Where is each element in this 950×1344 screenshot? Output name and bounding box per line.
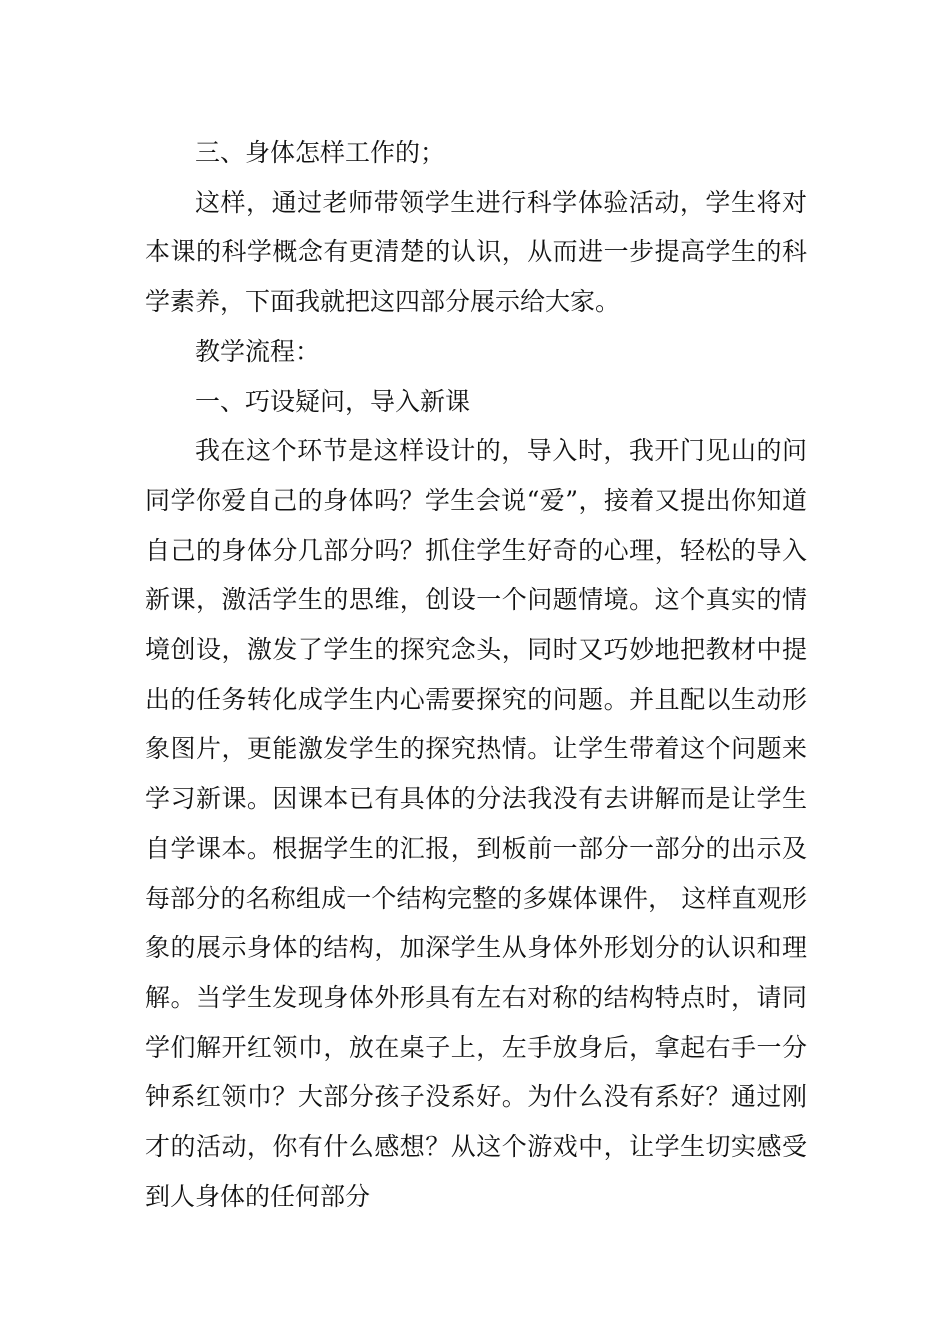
section-heading-teaching-process: 教学流程： [195,336,321,366]
section-heading-body-work: 三、身体怎样工作的； [195,138,446,167]
document-body [145,128,807,1221]
paragraph-summary: 这样，通过老师带领学生进行科学体验活动，学生将对本课的科学概念有更清楚的认识，从而进一步提高学生的科学素养，下面我就把这四部分展示给大家。 [145,187,807,317]
section-heading-introduction: 一、巧设疑问，导入新课 [195,386,471,416]
paragraph-introduction-design: 我在这个环节是这样设计的，导入时，我开门见山的问同学你爱自己的身体吗？学生会说“爱”，接着又提出你知道自己的身体分几部分吗？抓住学生好奇的心理，轻松的导入新课，激活学生的思维，创设一个问题情境。这个真实的情境创设，激发了学生的探究念头，同时又巧妙地把教材中提出的任务转化成学生内心需要探究的问题。并且配以生动形象图片，更能激发学生的探究热情。让学生带着这个问题来学习新课。因课本已有具体的分法我没有去讲解而是让学生自学课本。根据学生的汇报，到板前一部分一部分的出示及每部分的名称组成一个结构完整的多媒体课件， 这样直观形象的展示身体的结构，加深学生从身体外形划分的认识和理解。当学生发现身体外形具有左右对称的结构特点时，请同学们解开红领巾，放在桌子上，左手放身后，拿起右手一分钟系红领巾？大部分孩子没系好。为什么没有系好？通过刚才的活动，你有什么感想？从这个游戏中，让学生切实感受到人身体的任何部分 [145,436,807,1211]
